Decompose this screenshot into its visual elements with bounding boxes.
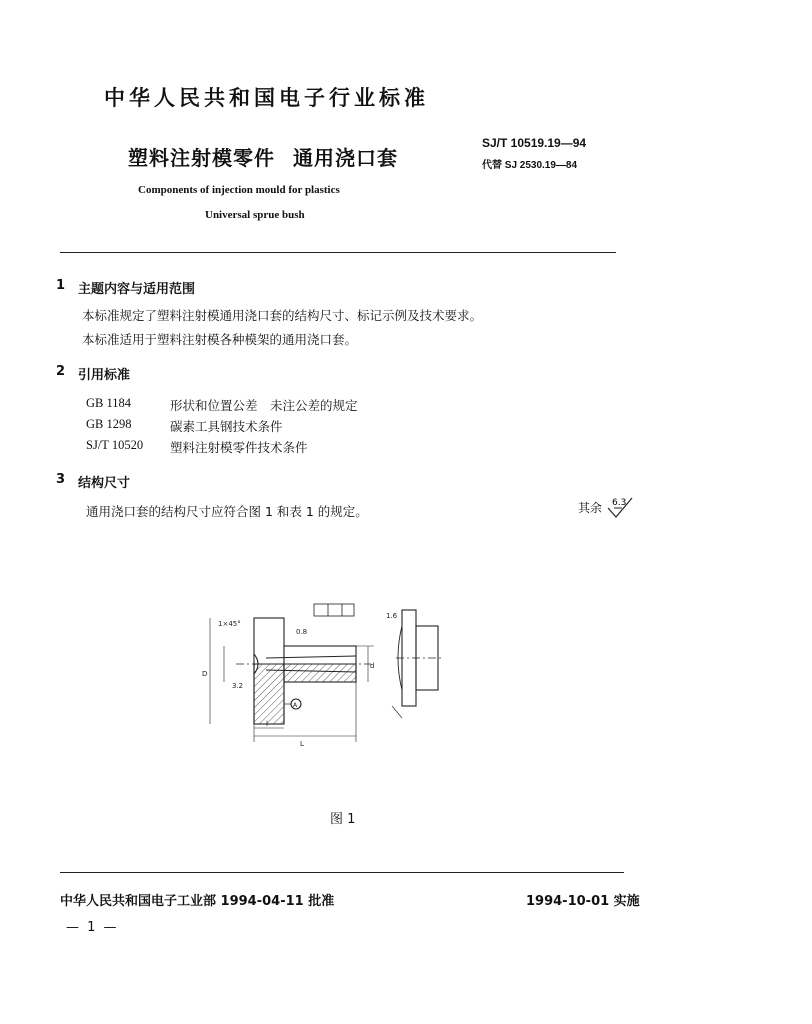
- section-1-paragraph-2: 本标准适用于塑料注射模各种模架的通用浇口套。: [82, 332, 358, 347]
- section-2-title: 引用标准: [78, 368, 131, 383]
- chamfer-label: 1×45°: [218, 620, 241, 628]
- dim-L-label: L: [300, 740, 304, 748]
- issuing-organization: 中华人民共和国电子行业标准: [104, 86, 429, 110]
- standard-title-cn: [128, 142, 398, 171]
- roughness-symbol-icon: [606, 496, 640, 518]
- datum-label: A: [293, 702, 298, 709]
- reference-code: SJ/T 10520: [86, 438, 144, 452]
- roughness-32-label: 3.2: [232, 682, 244, 690]
- roughness-08-label: 0.8: [296, 628, 308, 636]
- standard-title-en-line1: Components of injection mould for plastics: [138, 184, 340, 196]
- reference-name: 碳素工具钢技术条件: [170, 419, 283, 434]
- dim-l-label: l: [266, 720, 268, 728]
- roughness-value: 6.3: [611, 498, 627, 508]
- section-1-number: 1: [56, 278, 66, 293]
- reference-name: 形状和位置公差 未注公差的规定: [170, 398, 358, 413]
- surface-roughness-note: [578, 496, 640, 518]
- section-1-paragraph-1: 本标准规定了塑料注射模通用浇口套的结构尺寸、标记示例及技术要求。: [82, 308, 483, 323]
- reference-code: GB 1298: [86, 417, 132, 431]
- section-2-number: 2: [56, 364, 66, 379]
- section-3-paragraph-1: 通用浇口套的结构尺寸应符合图 1 和表 1 的规定。: [86, 504, 368, 519]
- approval-statement: 中华人民共和国电子工业部 1994-04-11 批准: [60, 894, 335, 909]
- page-number: — 1 —: [66, 920, 119, 935]
- reference-code: GB 1184: [86, 396, 132, 410]
- figure-caption: 图 1: [330, 812, 356, 827]
- effective-date: 1994-10-01 实施: [526, 894, 640, 909]
- footer-divider: [60, 872, 624, 873]
- replaces-standard: 代替 SJ 2530.19—84: [482, 160, 578, 171]
- standard-title-en-line2: Universal sprue bush: [205, 209, 305, 221]
- section-3-number: 3: [56, 472, 66, 487]
- sprue-bush-drawing: [196, 596, 446, 751]
- title-cn-part2: 通用浇口套: [293, 146, 398, 170]
- section-1-title: 主题内容与适用范围: [78, 282, 196, 297]
- roughness-label: 其余: [578, 501, 603, 515]
- roughness-16-label: 1.6: [386, 612, 398, 620]
- header-divider: [60, 252, 616, 253]
- dim-d-label: d: [370, 662, 375, 670]
- reference-name: 塑料注射模零件技术条件: [170, 440, 308, 455]
- dim-D-label: D: [202, 670, 208, 678]
- standard-number: SJ/T 10519.19—94: [482, 136, 587, 150]
- section-3-title: 结构尺寸: [78, 476, 131, 491]
- title-cn-part1: 塑料注射模零件: [128, 146, 275, 170]
